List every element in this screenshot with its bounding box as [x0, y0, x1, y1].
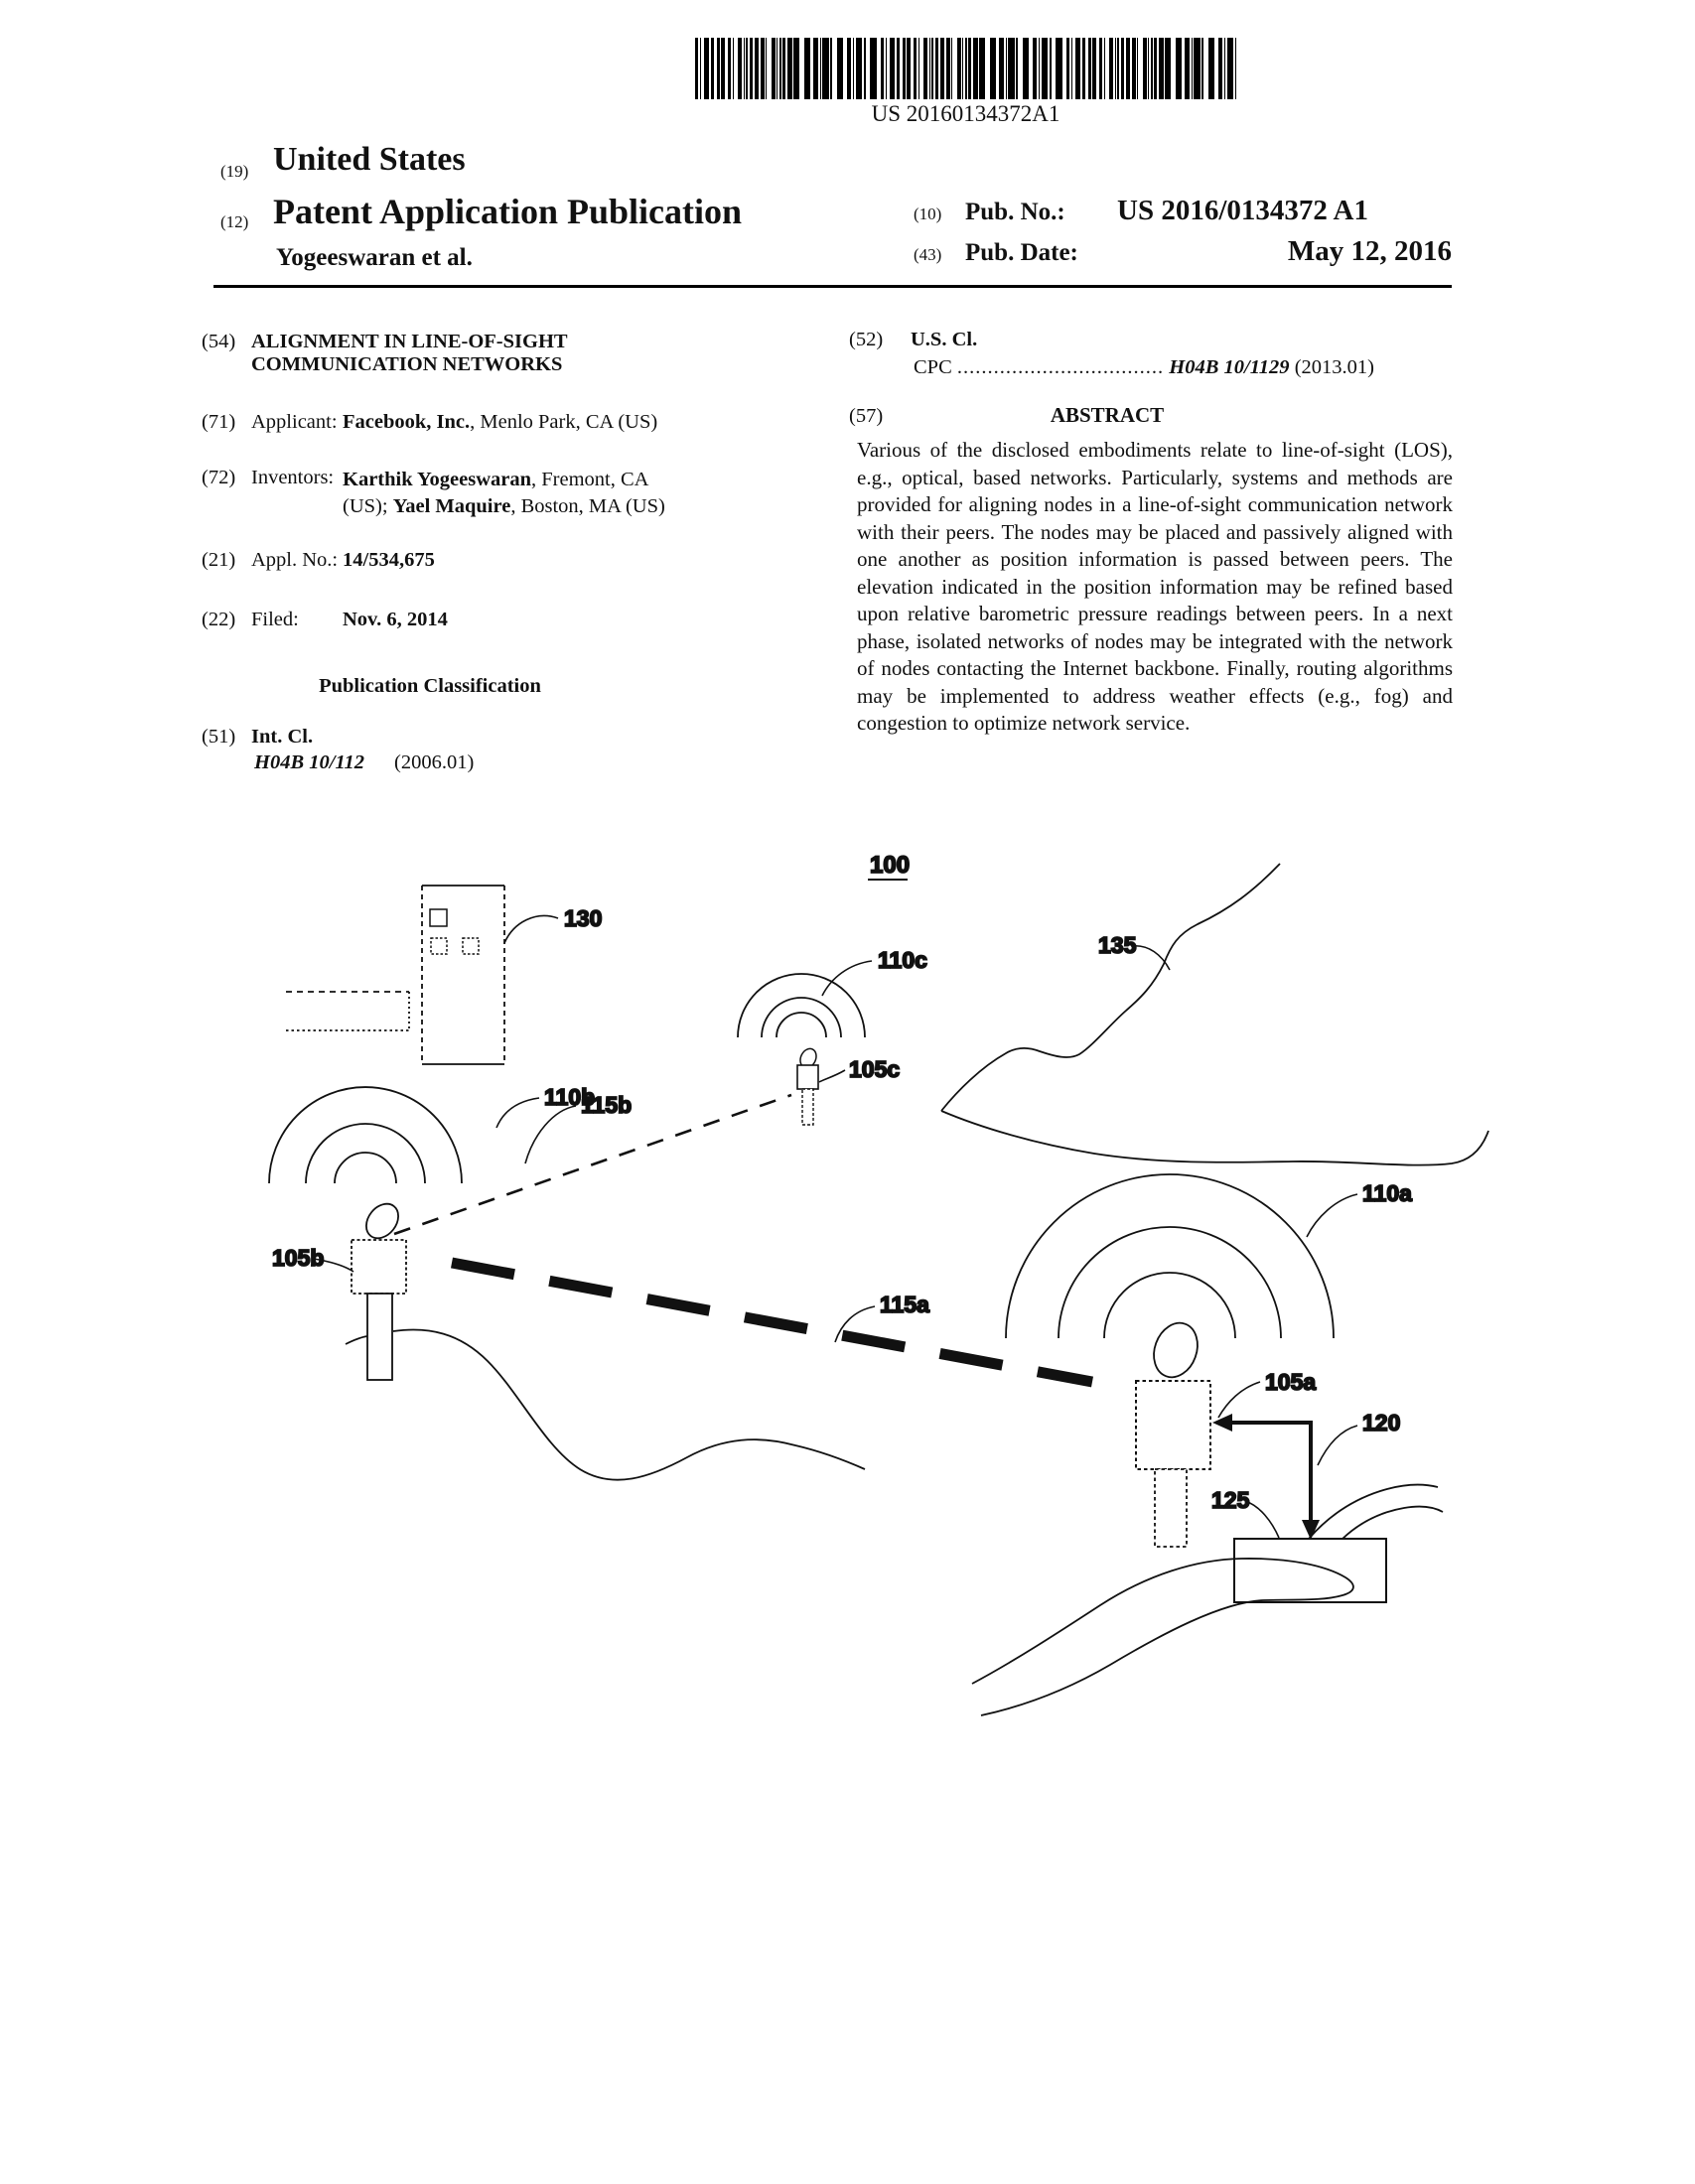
leader-105a: [1218, 1382, 1260, 1418]
appl-label: Appl. No.:: [251, 549, 339, 571]
leader-110c: [822, 961, 872, 996]
figure-number: 100: [870, 852, 911, 879]
pub-no-code: (10): [914, 205, 942, 223]
leader-115b: [525, 1106, 576, 1163]
node-a-icon: [1136, 1317, 1210, 1547]
inventor1-name: Karthik Yogeeswaran: [343, 469, 531, 490]
label-115b: 115b: [581, 1092, 633, 1118]
applicant-code: (71): [202, 411, 236, 433]
title-line-1: ALIGNMENT IN LINE-OF-SIGHT: [251, 331, 568, 352]
appl-code: (21): [202, 549, 236, 571]
inventor1-rest: , Fremont, CA: [531, 469, 649, 490]
uscl-code: (52): [849, 329, 884, 350]
building-window-icon: [463, 938, 479, 954]
node-b-icon: [352, 1197, 406, 1380]
cpc-year: (2013.01): [1294, 356, 1374, 378]
inventor-line-1: [343, 467, 665, 493]
cpc-label: CPC: [914, 356, 952, 378]
intcl-code: (51): [202, 726, 236, 748]
road-exit-upper: [1309, 1485, 1438, 1539]
inventor-line-2: [343, 493, 665, 520]
cpc-line: [914, 356, 1374, 379]
applicant-value: [343, 411, 657, 434]
applicant-name: Facebook, Inc.: [343, 411, 471, 433]
header-divider: [213, 285, 1452, 288]
pub-class-heading: Publication Classification: [319, 675, 541, 697]
figure-100-diagram: [0, 824, 1695, 1757]
pub-no-label: Pub. No.:: [965, 199, 1065, 225]
terrain-coastline: [941, 864, 1488, 1165]
intcl-year: (2006.01): [394, 751, 475, 773]
filed-value: Nov. 6, 2014: [343, 609, 448, 630]
building-window-icon: [430, 909, 447, 926]
inventor2-name: Yael Maquire: [392, 495, 511, 517]
cpc-class: H04B 10/1129: [1169, 356, 1290, 378]
pub-no-value: US 2016/0134372 A1: [1117, 195, 1368, 226]
intcl-label: Int. Cl.: [251, 726, 314, 748]
pub-date-value: May 12, 2016: [1287, 235, 1452, 267]
leader-105c: [819, 1070, 845, 1082]
invention-title: [251, 331, 568, 376]
country-code: (19): [220, 162, 249, 181]
signal-waves-a-icon: [1006, 1174, 1334, 1338]
inventors-label: Inventors:: [251, 467, 335, 488]
signal-waves-b-icon: [269, 1087, 462, 1183]
uscl-label: U.S. Cl.: [911, 329, 978, 350]
inventor2-pre: (US);: [343, 495, 393, 517]
barcode-image: [695, 38, 1236, 99]
country-name: United States: [273, 141, 466, 178]
signal-waves-c-icon: [738, 974, 865, 1037]
abstract-code: (57): [849, 405, 884, 427]
label-105b: 105b: [272, 1245, 325, 1271]
inventor2-rest: , Boston, MA (US): [510, 495, 665, 517]
leader-120: [1318, 1426, 1357, 1465]
node-c-icon: [797, 1046, 819, 1125]
label-110a: 110a: [1362, 1180, 1412, 1206]
arrow-120-icon: [1212, 1414, 1320, 1540]
abstract-heading: ABSTRACT: [1050, 403, 1165, 427]
label-105c: 105c: [849, 1056, 901, 1082]
label-110b: 110b: [544, 1084, 596, 1110]
cpc-dots: ..................................: [956, 356, 1165, 378]
doc-type: Patent Application Publication: [273, 192, 743, 231]
label-130: 130: [564, 905, 603, 931]
road-dashed-lines: [286, 992, 409, 1030]
box-125-icon: [1234, 1539, 1386, 1602]
inventors-value: [343, 467, 665, 520]
label-135: 135: [1098, 932, 1137, 958]
link-115a-line: [452, 1263, 1092, 1382]
appl-value: 14/534,675: [343, 549, 435, 571]
label-120: 120: [1362, 1410, 1401, 1435]
authors-line: Yogeeswaran et al.: [276, 244, 473, 271]
leader-135: [1131, 946, 1170, 970]
building-icon: [422, 886, 504, 1064]
terrain-hills: [346, 1330, 865, 1480]
doc-code: (12): [220, 212, 249, 231]
leader-125: [1245, 1501, 1279, 1538]
leader-130: [504, 916, 558, 943]
label-115a: 115a: [880, 1292, 929, 1317]
pub-date-label: Pub. Date:: [965, 239, 1078, 266]
filed-code: (22): [202, 609, 236, 630]
applicant-rest: , Menlo Park, CA (US): [470, 411, 658, 433]
title-code: (54): [202, 331, 236, 352]
abstract-text: Various of the disclosed embodiments relate to line-of-sight (LOS), e.g., optical, based networks. Particularly, systems and methods are provided for aligning nodes in a line-of-sight communication network with their peers. The nodes may be placed and passively aligned with one another as position information is passed between peers. The elevation indicated in the position information may be refined based upon relative barometric pressure readings between peers. In a next phase, isolated networks of nodes may be integrated with the network of nodes contacting the Internet backbone. Finally, routing algorithms may be implemented to address weather effects (e.g., fog) and congestion to optimize network service.: [857, 438, 1453, 735]
road-exit-lower: [1342, 1507, 1443, 1539]
label-110c: 110c: [878, 947, 927, 973]
label-125: 125: [1211, 1487, 1250, 1513]
barcode-text: US 20160134372A1: [871, 101, 1060, 126]
leader-110b: [496, 1098, 539, 1128]
road-curve: [972, 1559, 1353, 1715]
inventors-code: (72): [202, 467, 236, 488]
applicant-label: Applicant:: [251, 411, 338, 433]
title-line-2: COMMUNICATION NETWORKS: [251, 353, 563, 375]
leader-110a: [1307, 1194, 1357, 1237]
filed-label: Filed:: [251, 609, 299, 630]
pub-date-code: (43): [914, 245, 942, 264]
intcl-class: H04B 10/112: [254, 751, 365, 773]
building-window-icon: [431, 938, 447, 954]
label-105a: 105a: [1265, 1369, 1317, 1395]
